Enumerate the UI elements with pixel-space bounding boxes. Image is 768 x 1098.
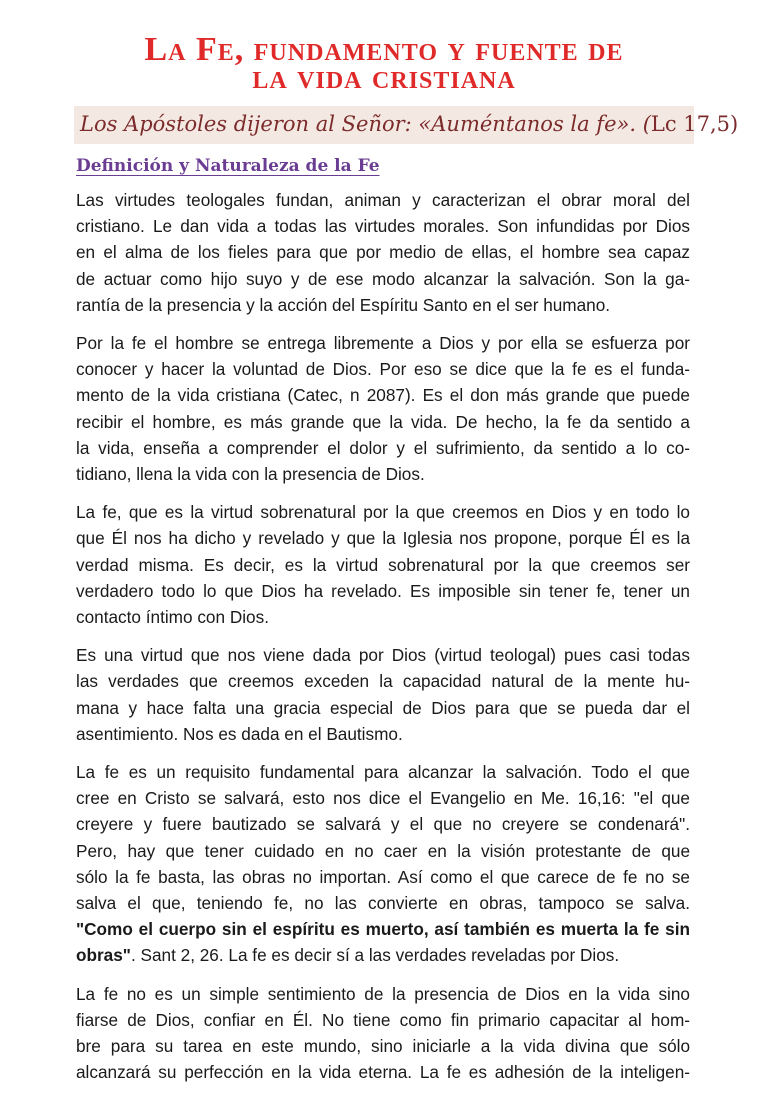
text-line: creyere y fuere bautizado se salvará y el que no creyere se condenará". <box>76 814 690 835</box>
text-line: fiarse de Dios, confiar en Él. No tiene como fin primario capacitar al hom- <box>76 1009 690 1030</box>
section-heading: Definición y Naturaleza de la Fe <box>76 156 380 176</box>
text-line: verdad misma. Es decir, es la virtud sobrenatural por la que creemos ser <box>76 554 690 575</box>
text-line: bre para su tarea en este mundo, sino iniciarle a la vida divina que sólo <box>76 1036 690 1057</box>
bold-quote-line: "Como el cuerpo sin el espíritu es muerto, así también es muerta la fe sin <box>76 919 690 940</box>
text-line: sólo la fe basta, las obras no importan. Así como el que carece de fe no se <box>76 866 690 887</box>
paragraph-4 <box>76 642 690 747</box>
document-title <box>0 31 768 96</box>
paragraph-2 <box>76 330 690 487</box>
text-line: en el alma de los fieles para que por medio de ellas, el hombre sea capaz <box>76 242 690 263</box>
text-line: conocer y hacer la voluntad de Dios. Por eso se dice que la fe es el funda- <box>76 359 690 380</box>
text-line: mana y hace falta una gracia especial de Dios para que se pueda dar el <box>76 697 690 718</box>
text-line: las verdades que creemos exceden la capacidad natural de la mente hu- <box>76 671 690 692</box>
text-line <box>76 942 690 968</box>
text-line: salva el que, teniendo fe, no las convierte en obras, tampoco se salva. <box>76 893 690 914</box>
text-line: contacto íntimo con Dios. <box>76 607 269 628</box>
text-line: Es una virtud que nos viene dada por Dios (virtud teologal) pues casi todas <box>76 645 690 666</box>
text-line: que Él nos ha dicho y revelado y que la Iglesia nos propone, porque Él es la <box>76 528 690 549</box>
quote-close: ) <box>730 112 739 136</box>
text-line: La fe, que es la virtud sobrenatural por la que creemos en Dios y en todo lo <box>76 502 690 523</box>
paragraph-6 <box>76 981 690 1086</box>
text-line: La fe no es un simple sentimiento de la presencia de Dios en la vida sino <box>76 983 690 1004</box>
text-line: mento de la vida cristiana (Catec, n 2087). Es el don más grande que puede <box>76 385 690 406</box>
body-text <box>76 187 690 1098</box>
text-line: rantía de la presencia y la acción del Espíritu Santo en el ser humano. <box>76 294 611 315</box>
text-line: asentimiento. Nos es dada en el Bautismo. <box>76 723 403 744</box>
text-line: La fe es un requisito fundamental para alcanzar la salvación. Todo el que <box>76 762 690 783</box>
text-line: cristiano. Le dan vida a todas las virtudes morales. Son infundidas por Dios <box>76 216 690 237</box>
quote-reference: Lc 17,5 <box>650 112 731 136</box>
scripture-quote <box>80 112 739 136</box>
paragraph-1 <box>76 187 690 318</box>
text-line: de actuar como hijo suyo y de ese modo alcanzar la salvación. Son la ga- <box>76 268 690 289</box>
title-line-2: la vida cristiana <box>252 59 516 96</box>
text-line: Por la fe el hombre se entrega libremente a Dios y por ella se esfuerza por <box>76 333 690 354</box>
text-line: la vida, enseña a comprender el dolor y el sufrimiento, da sentido a lo co- <box>76 437 690 458</box>
paragraph-5 <box>76 759 690 969</box>
text-line: tidiano, llena la vida con la presencia de Dios. <box>76 464 425 485</box>
text-line: cree en Cristo se salvará, esto nos dice el Evangelio en Me. 16,16: "el que <box>76 788 690 809</box>
title-line-1: La Fe, fundamento y fuente de <box>144 31 624 68</box>
text-line: verdadero todo lo que Dios ha revelado. Es imposible sin tener fe, tener un <box>76 580 690 601</box>
quote-text: Los Apóstoles dijeron al Señor: «Auméntanos la fe». ( <box>80 112 651 136</box>
text-line: alcanzará su perfección en la vida eterna. La fe es adhesión de la inteligen- <box>76 1062 690 1083</box>
paragraph-3 <box>76 499 690 630</box>
bold-quote-end: obras" <box>76 945 131 966</box>
text-line: Pero, hay que tener cuidado en no caer en la visión protestante de que <box>76 840 690 861</box>
text-line: recibir el hombre, es más grande que la vida. De hecho, la fe da sentido a <box>76 411 690 432</box>
text-line: Las virtudes teologales fundan, animan y caracterizan el obrar moral del <box>76 190 690 210</box>
quote-citation: . Sant 2, 26. La fe es decir sí a las verdades reveladas por Dios. <box>130 945 620 966</box>
